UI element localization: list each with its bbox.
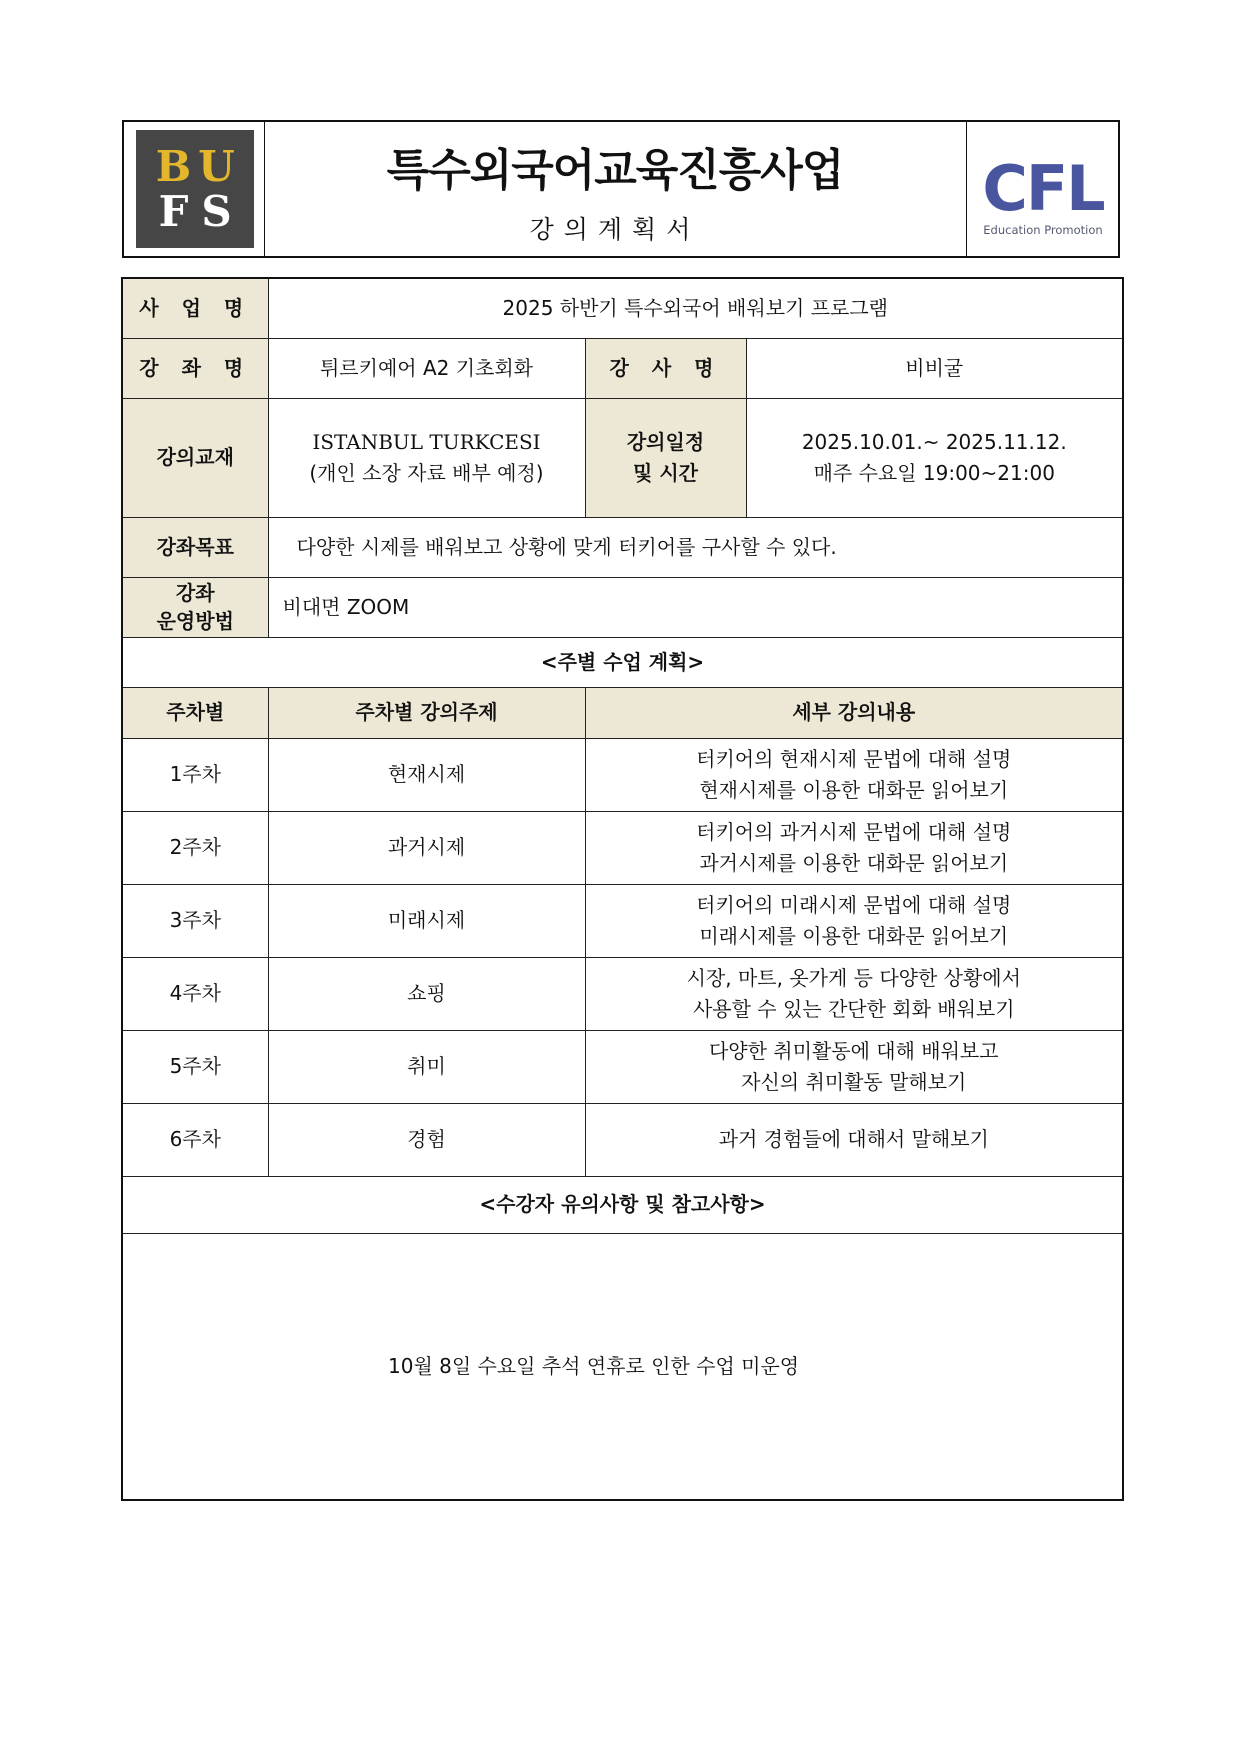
schedule-time: 매주 수요일 19:00~21:00 <box>813 460 1055 485</box>
method-value: 비대면 ZOOM <box>268 577 1123 637</box>
detail-line: 다양한 취미활동에 대해 배워보고 <box>708 1038 999 1063</box>
detail-cell <box>585 1030 1123 1103</box>
topic-cell: 현재시제 <box>268 738 585 811</box>
table-row <box>122 1030 1123 1103</box>
detail-line: 터키어의 현재시제 문법에 대해 설명 <box>696 746 1012 771</box>
cfl-logo-tagline: Education Promotion <box>983 223 1103 237</box>
notes-text: 10월 8일 수요일 추석 연휴로 인한 수업 미운영 <box>122 1233 1123 1500</box>
topic-cell: 과거시제 <box>268 811 585 884</box>
detail-cell <box>585 957 1123 1030</box>
notes-row <box>122 1233 1123 1500</box>
detail-line: 터키어의 미래시제 문법에 대해 설명 <box>696 892 1012 917</box>
weekly-section-row <box>122 637 1123 687</box>
week-cell: 2주차 <box>122 811 268 884</box>
week-cell: 3주차 <box>122 884 268 957</box>
column-header-topic: 주차별 강의주제 <box>268 687 585 738</box>
topic-cell: 쇼핑 <box>268 957 585 1030</box>
week-cell: 4주차 <box>122 957 268 1030</box>
column-header-detail: 세부 강의내용 <box>585 687 1123 738</box>
logo-letter: F <box>158 186 189 236</box>
week-cell: 5주차 <box>122 1030 268 1103</box>
method-label-line: 운영방법 <box>156 609 234 633</box>
course-label: 강 좌 명 <box>122 338 268 398</box>
detail-line: 미래시제를 이용한 대화문 읽어보기 <box>699 923 1009 948</box>
cfl-logo-text: CFL <box>982 152 1104 225</box>
detail-cell <box>585 811 1123 884</box>
detail-line: 시장, 마트, 옷가게 등 다양한 상황에서 <box>686 965 1021 990</box>
goal-value: 다양한 시제를 배워보고 상황에 맞게 터키어를 구사할 수 있다. <box>268 517 1123 577</box>
table-row <box>122 1103 1123 1176</box>
week-cell: 6주차 <box>122 1103 268 1176</box>
notes-section-row <box>122 1176 1123 1233</box>
detail-line: 터키어의 과거시제 문법에 대해 설명 <box>696 819 1012 844</box>
instructor-value: 비비굴 <box>746 338 1123 398</box>
table-row <box>122 884 1123 957</box>
notes-section-title: <수강자 유의사항 및 참고사항> <box>122 1176 1123 1233</box>
detail-cell <box>585 884 1123 957</box>
schedule-label <box>585 398 746 517</box>
detail-line: 사용할 수 있는 간단한 회화 배워보기 <box>692 996 1015 1021</box>
instructor-label: 강 사 명 <box>585 338 746 398</box>
detail-line: 과거 경험들에 대해서 말해보기 <box>718 1127 989 1151</box>
table-row <box>122 957 1123 1030</box>
textbook-row <box>122 398 1123 517</box>
textbook-title: ISTANBUL TURKCESI <box>312 429 541 454</box>
course-row <box>122 338 1123 398</box>
course-value: 튀르키예어 A2 기초회화 <box>268 338 585 398</box>
detail-line: 과거시제를 이용한 대화문 읽어보기 <box>699 850 1009 875</box>
topic-cell: 취미 <box>268 1030 585 1103</box>
schedule-value <box>746 398 1123 517</box>
detail-line: 현재시제를 이용한 대화문 읽어보기 <box>699 777 1009 802</box>
detail-cell <box>585 1103 1123 1176</box>
method-label-line: 강좌 <box>175 581 215 605</box>
column-header-week: 주차별 <box>122 687 268 738</box>
detail-cell <box>585 738 1123 811</box>
textbook-label: 강의교재 <box>122 398 268 517</box>
textbook-value <box>268 398 585 517</box>
weekly-section-title: <주별 수업 계획> <box>122 637 1123 687</box>
schedule-label-line: 및 시간 <box>633 460 698 485</box>
method-label <box>122 577 268 637</box>
logo-letter: U <box>198 141 235 191</box>
document-header <box>122 120 1120 258</box>
textbook-note: (개인 소장 자료 배부 예정) <box>309 460 544 485</box>
method-row <box>122 577 1123 637</box>
table-row <box>122 738 1123 811</box>
logo-letter: S <box>201 186 232 236</box>
week-cell: 1주차 <box>122 738 268 811</box>
schedule-label-line: 강의일정 <box>626 429 705 454</box>
schedule-dates: 2025.10.01.~ 2025.11.12. <box>801 429 1067 454</box>
logo-letter: B <box>155 141 192 191</box>
table-row <box>122 811 1123 884</box>
topic-cell: 미래시제 <box>268 884 585 957</box>
document-subtitle: 강의계획서 <box>529 215 701 244</box>
weekly-header-row <box>122 687 1123 738</box>
program-label: 사 업 명 <box>122 278 268 338</box>
bufs-logo <box>136 130 254 248</box>
document-title: 특수외국어교육진흥사업 <box>386 145 844 196</box>
topic-cell: 경험 <box>268 1103 585 1176</box>
detail-line: 자신의 취미활동 말해보기 <box>741 1069 967 1094</box>
goal-row <box>122 517 1123 577</box>
lecture-plan-table <box>121 277 1124 1501</box>
cfl-logo <box>967 122 1120 256</box>
program-value: 2025 하반기 특수외국어 배워보기 프로그램 <box>268 278 1123 338</box>
program-row <box>122 278 1123 338</box>
goal-label: 강좌목표 <box>122 517 268 577</box>
